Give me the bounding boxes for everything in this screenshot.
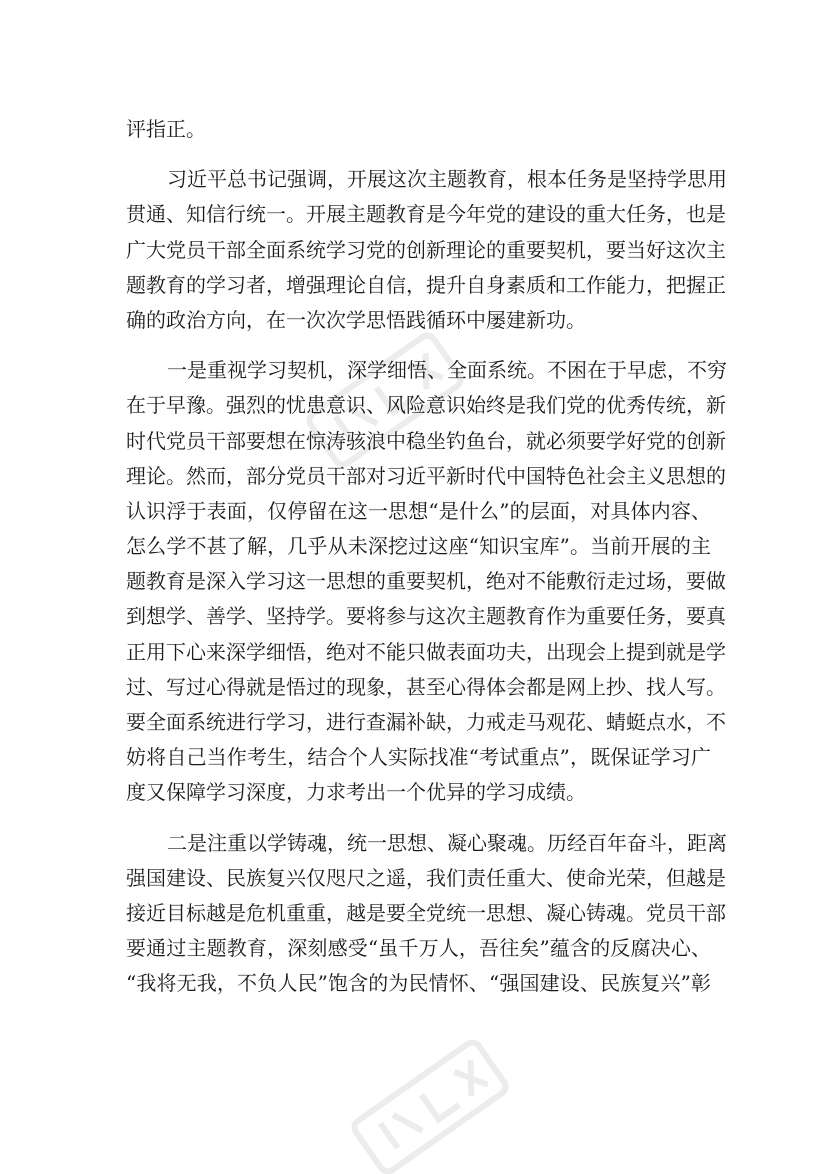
text-line: 要通过主题教育，深刻感受“虽千万人，吾往矣”蕴含的反腐决心、 [126,936,711,961]
text-line: 在于早豫。强烈的忧患意识、风险意识始终是我们党的优秀传统，新 [126,393,726,418]
paragraph [126,353,727,810]
text-line: 接近目标越是危机重重，越是要全党统一思想、凝心铸魂。党员干部 [126,900,726,925]
text-line: 强国建设、民族复兴仅咫尺之遥，我们责任重大、使命光荣，但越是 [126,865,726,890]
text-line: 理论。然而，部分党员干部对习近平新时代中国特色社会主义思想的 [126,463,726,488]
text-line: 妨将自己当作考生，结合个人实际找准“考试重点”，既保证学习广 [126,745,711,770]
text-line: 贯通、知信行统一。开展主题教育是今年党的建设的重大任务，也是 [126,202,726,227]
text-line: 二是注重以学铸魂，统一思想、凝心聚魂。历经百年奋斗，距离 [167,830,727,855]
text-line: 广大党员干部全面系统学习党的创新理论的重要契机，要当好这次主 [126,237,726,262]
text-line: 评指正。 [126,117,206,141]
text-line: 要全面系统进行学习，进行查漏补缺，力戒走马观花、蜻蜓点水，不 [126,710,726,734]
paragraph [126,162,727,338]
paragraph [126,826,727,1002]
text-line: 时代党员干部要想在惊涛骇浪中稳坐钓鱼台，就必须要学好党的创新 [126,428,726,453]
text-line: 一是重视学习契机，深学细悟、全面系统。不困在于早虑，不穷 [167,358,727,383]
text-line: 过、写过心得就是悟过的现象，甚至心得体会都是网上抄、找人写。 [126,674,726,699]
text-line: 到想学、善学、坚持学。要将参与这次主题教育作为重要任务，要真 [126,604,726,629]
text-line: 题教育是深入学习这一思想的重要契机，绝对不能敷衍走过场，要做 [126,569,726,594]
text-line: 正用下心来深学细悟，绝对不能只做表面功夫，出现会上提到就是学 [126,639,726,664]
paragraph [126,112,711,147]
text-line: 认识浮于表面，仅停留在这一思想“是什么”的层面，对具体内容、 [126,498,711,523]
text-line: 题教育的学习者，增强理论自信，提升自身素质和工作能力，把握正 [126,272,726,297]
body-text [126,112,727,1002]
text-line: 确的政治方向，在一次次学思悟践循环中屡建新功。 [126,307,586,332]
text-line: 怎么学不甚了解，几乎从未深挖过这座“知识宝库”。当前开展的主 [126,534,711,559]
text-line: 习近平总书记强调，开展这次主题教育，根本任务是坚持学思用 [167,167,727,192]
watermark-logo-icon [330,1040,530,1174]
text-line: 度又保障学习深度，力求考出一个优异的学习成绩。 [126,780,586,805]
text-line: “我将无我，不负人民”饱含的为民情怀、“强国建设、民族复兴”彰 [126,971,711,996]
